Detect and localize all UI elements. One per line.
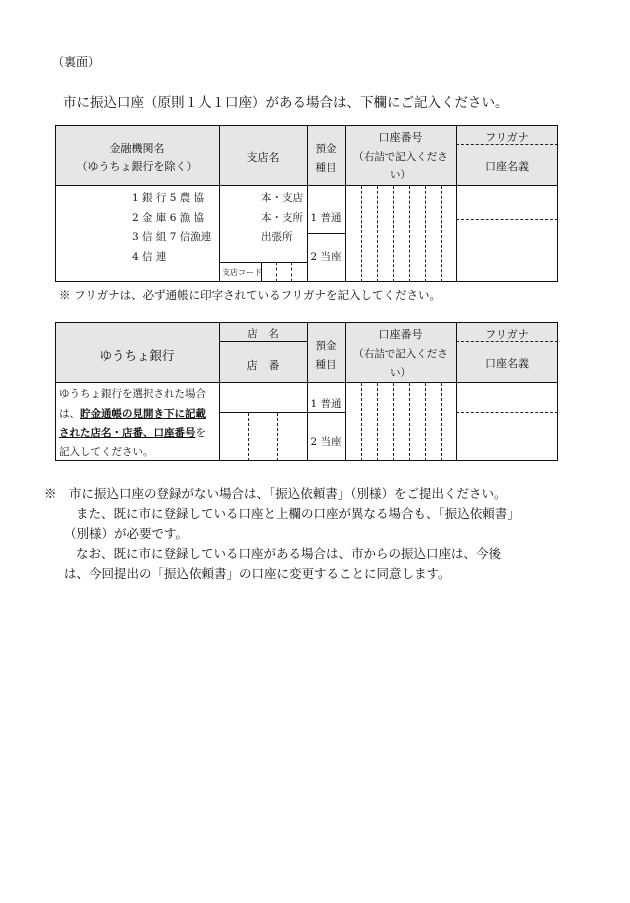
- deposit-current: 2 当座: [310, 436, 342, 448]
- bank-type-row: 4 信 連: [132, 251, 167, 263]
- yucho-instruction-emphasis: 貯金通帳の見開き下に記載: [80, 408, 206, 420]
- account-holder-field[interactable]: [457, 413, 557, 460]
- note-line: ※ 市に振込口座の登録がない場合は、「振込依頼書」（別様）をご提出ください。: [44, 486, 507, 501]
- note-line: は、今回提出の「振込依頼書」の口座に変更することに同意します。: [64, 566, 451, 581]
- col-kana-label: フリガナ: [485, 328, 529, 341]
- col-bank-sublabel: （ゆうちょ銀行を除く）: [76, 160, 198, 173]
- col-account-sublabel-2: い）: [390, 367, 411, 379]
- col-deposit-label-2: 種目: [315, 359, 337, 371]
- yucho-instruction-line: [59, 406, 206, 421]
- intro-text: 市に振込口座（原則１人１口座）がある場合は、下欄にご記入ください。: [63, 95, 509, 111]
- yucho-instruction-emphasis: された店名・店番、口座番号: [59, 427, 196, 439]
- col-holder-label: 口座名義: [485, 357, 529, 370]
- col-deposit-label-1: 預金: [315, 340, 337, 352]
- yucho-instruction-line: ゆうちょ銀行を選択された場合: [59, 388, 206, 400]
- col-account-label: 口座番号: [378, 131, 423, 144]
- kana-note: ※ フリガナは、必ず通帳に印字されているフリガナを記入してください。: [59, 288, 442, 302]
- account-number-field[interactable]: [346, 383, 456, 461]
- col-account-label: 口座番号: [378, 328, 423, 341]
- col-bank-label: 金融機関名: [109, 142, 165, 155]
- yucho-instruction-line: [59, 425, 206, 440]
- yucho-bank-label: ゆうちょ銀行: [99, 348, 175, 363]
- branch-code-label: 支店コード: [222, 268, 262, 277]
- yucho-instruction-text: は、: [59, 408, 80, 420]
- branch-type-row: 出張所: [261, 231, 293, 243]
- bank-type-row: 2 金 庫 6 漁 協: [132, 212, 205, 224]
- col-branch-label: 支店名: [246, 151, 280, 164]
- deposit-ordinary: 1 普通: [310, 212, 342, 224]
- col-holder-label: 口座名義: [485, 160, 529, 173]
- account-number-field[interactable]: [346, 186, 456, 282]
- col-store-name-label: 店 名: [247, 328, 279, 340]
- branch-type-row: 本・支所: [261, 212, 303, 224]
- page-side-label: （裏面）: [52, 55, 101, 69]
- col-account-sublabel-1: （右詰で記入くださ: [353, 151, 448, 163]
- col-account-sublabel-2: い）: [390, 169, 411, 181]
- deposit-ordinary: 1 普通: [310, 398, 342, 410]
- branch-type-row: 本・支店: [261, 192, 303, 204]
- bank-type-row: 3 信 組 7 信漁連: [132, 231, 212, 243]
- kana-field[interactable]: [457, 383, 557, 411]
- deposit-current: 2 当座: [310, 251, 342, 263]
- yucho-instruction-line: 記入してください。: [59, 446, 154, 458]
- account-holder-field[interactable]: [457, 220, 557, 281]
- store-number-field[interactable]: [220, 413, 306, 460]
- col-deposit-label-1: 預金: [315, 143, 337, 155]
- note-line: （別様）が必要です。: [64, 526, 189, 541]
- yucho-instruction-text: を: [195, 427, 206, 439]
- bank-type-row: 1 銀 行 5 農 協: [132, 192, 205, 204]
- note-line: なお、既に市に登録している口座がある場合は、市からの振込口座は、今後: [76, 546, 502, 561]
- note-line: また、既に市に登録している口座と上欄の口座が異なる場合も、「振込依頼書」: [76, 506, 520, 521]
- kana-field[interactable]: [457, 186, 557, 219]
- col-kana-label: フリガナ: [485, 131, 529, 144]
- col-store-no-label: 店 番: [246, 359, 280, 372]
- col-account-sublabel-1: （右詰で記入くださ: [353, 348, 448, 360]
- col-deposit-label-2: 種目: [315, 162, 337, 174]
- store-name-field[interactable]: [220, 383, 306, 411]
